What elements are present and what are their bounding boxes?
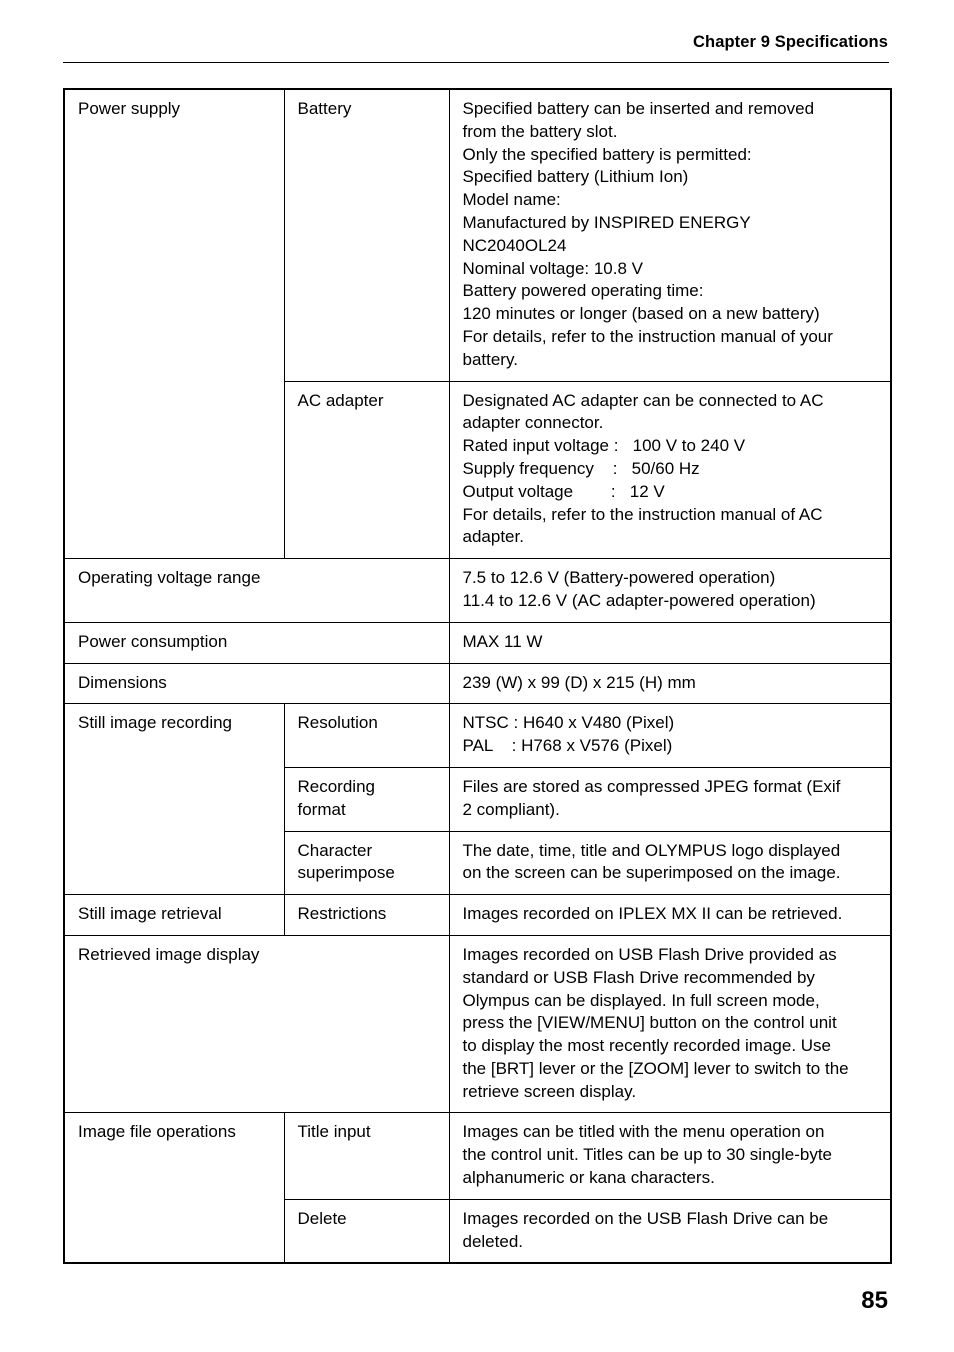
text-line: Images recorded on the USB Flash Drive can be: [462, 1208, 829, 1228]
row-label-power-consumption: Power consumption: [64, 622, 449, 663]
text-line: Rated input voltage : 100 V to 240 V: [462, 436, 746, 456]
table-row: [64, 1113, 891, 1199]
character-superimpose-value: [449, 831, 891, 895]
text-line: PAL : H768 x V576 (Pixel): [462, 736, 673, 756]
text-line: Only the specified battery is permitted:: [462, 144, 752, 164]
text-line: Battery powered operating time:: [462, 281, 704, 301]
text-line: to display the most recently recorded image. Use: [462, 1036, 832, 1056]
text-line: superimpose: [297, 863, 395, 883]
text-line: Nominal voltage: 10.8 V: [462, 258, 643, 278]
dimensions-value: 239 (W) x 99 (D) x 215 (H) mm: [449, 663, 891, 704]
text-line: format: [297, 799, 346, 819]
text-line: Model name:: [462, 190, 561, 210]
row-label-dimensions: Dimensions: [64, 663, 449, 704]
text-line: retrieve screen display.: [462, 1081, 637, 1101]
text-line: Images recorded on USB Flash Drive provided as: [462, 944, 837, 964]
text-line: Olympus can be displayed. In full screen mode,: [462, 990, 820, 1010]
text-line: Manufactured by INSPIRED ENERGY: [462, 212, 751, 232]
row-label-retrieved-image-display: Retrieved image display: [64, 935, 449, 1113]
text-line: alphanumeric or kana characters.: [462, 1168, 715, 1188]
text-line: 2 compliant).: [462, 799, 560, 819]
text-line: Character: [297, 840, 373, 860]
text-line: the control unit. Titles can be up to 30 single-byte: [462, 1145, 833, 1165]
ac-adapter-description: [449, 381, 891, 559]
sub-label-delete: Delete: [284, 1199, 449, 1263]
text-line: Supply frequency : 50/60 Hz: [462, 458, 700, 478]
row-label-still-image-recording: Still image recording: [64, 704, 284, 895]
text-line: The date, time, title and OLYMPUS logo displayed: [462, 840, 841, 860]
resolution-value: [449, 704, 891, 768]
text-line: press the [VIEW/MENU] button on the control unit: [462, 1013, 837, 1033]
row-label-still-image-retrieval: Still image retrieval: [64, 895, 284, 936]
row-label-power-supply: Power supply: [64, 89, 284, 559]
sub-label-restrictions: Restrictions: [284, 895, 449, 936]
sub-label-recording-format: [284, 767, 449, 831]
text-line: Files are stored as compressed JPEG format (Exif: [462, 776, 841, 796]
header-divider: [63, 62, 889, 63]
recording-format-value: [449, 767, 891, 831]
sub-label-ac-adapter: AC adapter: [284, 381, 449, 559]
text-line: 11.4 to 12.6 V (AC adapter-powered operation): [462, 590, 816, 610]
sub-label-battery: Battery: [284, 89, 449, 381]
delete-value: [449, 1199, 891, 1263]
text-line: For details, refer to the instruction manual of your: [462, 326, 833, 346]
text-line: For details, refer to the instruction manual of AC: [462, 504, 823, 524]
specifications-table: [63, 88, 892, 1264]
chapter-header: Chapter 9 Specifications: [693, 33, 888, 51]
text-line: adapter connector.: [462, 413, 604, 433]
table-row: [64, 663, 891, 704]
retrieved-image-display-value: [449, 935, 891, 1113]
text-line: NTSC : H640 x V480 (Pixel): [462, 713, 675, 733]
row-label-operating-voltage: Operating voltage range: [64, 559, 449, 623]
sub-label-character-superimpose: [284, 831, 449, 895]
restrictions-value: Images recorded on IPLEX MX II can be retrieved.: [449, 895, 891, 936]
text-line: the [BRT] lever or the [ZOOM] lever to switch to the: [462, 1058, 849, 1078]
text-line: battery.: [462, 349, 518, 369]
sub-label-title-input: Title input: [284, 1113, 449, 1199]
text-line: standard or USB Flash Drive recommended by: [462, 967, 815, 987]
text-line: Specified battery can be inserted and removed: [462, 99, 815, 118]
text-line: Designated AC adapter can be connected to AC: [462, 390, 824, 410]
operating-voltage-value: [449, 559, 891, 623]
text-line: on the screen can be superimposed on the image.: [462, 863, 841, 883]
text-line: Images can be titled with the menu operation on: [462, 1122, 825, 1142]
text-line: 7.5 to 12.6 V (Battery-powered operation): [462, 568, 776, 588]
text-line: Output voltage : 12 V: [462, 481, 665, 501]
text-line: from the battery slot.: [462, 121, 618, 141]
text-line: Recording: [297, 776, 375, 796]
text-line: adapter.: [462, 527, 524, 547]
title-input-value: [449, 1113, 891, 1199]
table-row: [64, 704, 891, 768]
sub-label-resolution: Resolution: [284, 704, 449, 768]
table-row: [64, 935, 891, 1113]
battery-description: [449, 89, 891, 381]
text-line: 120 minutes or longer (based on a new battery): [462, 304, 820, 324]
text-line: Specified battery (Lithium Ion): [462, 167, 689, 187]
table-row: [64, 622, 891, 663]
table-row: [64, 895, 891, 936]
row-label-image-file-operations: Image file operations: [64, 1113, 284, 1263]
table-row: [64, 89, 891, 381]
page-number: 85: [861, 1287, 888, 1314]
table-row: [64, 559, 891, 623]
text-line: NC2040OL24: [462, 235, 567, 255]
text-line: deleted.: [462, 1231, 523, 1251]
power-consumption-value: MAX 11 W: [449, 622, 891, 663]
